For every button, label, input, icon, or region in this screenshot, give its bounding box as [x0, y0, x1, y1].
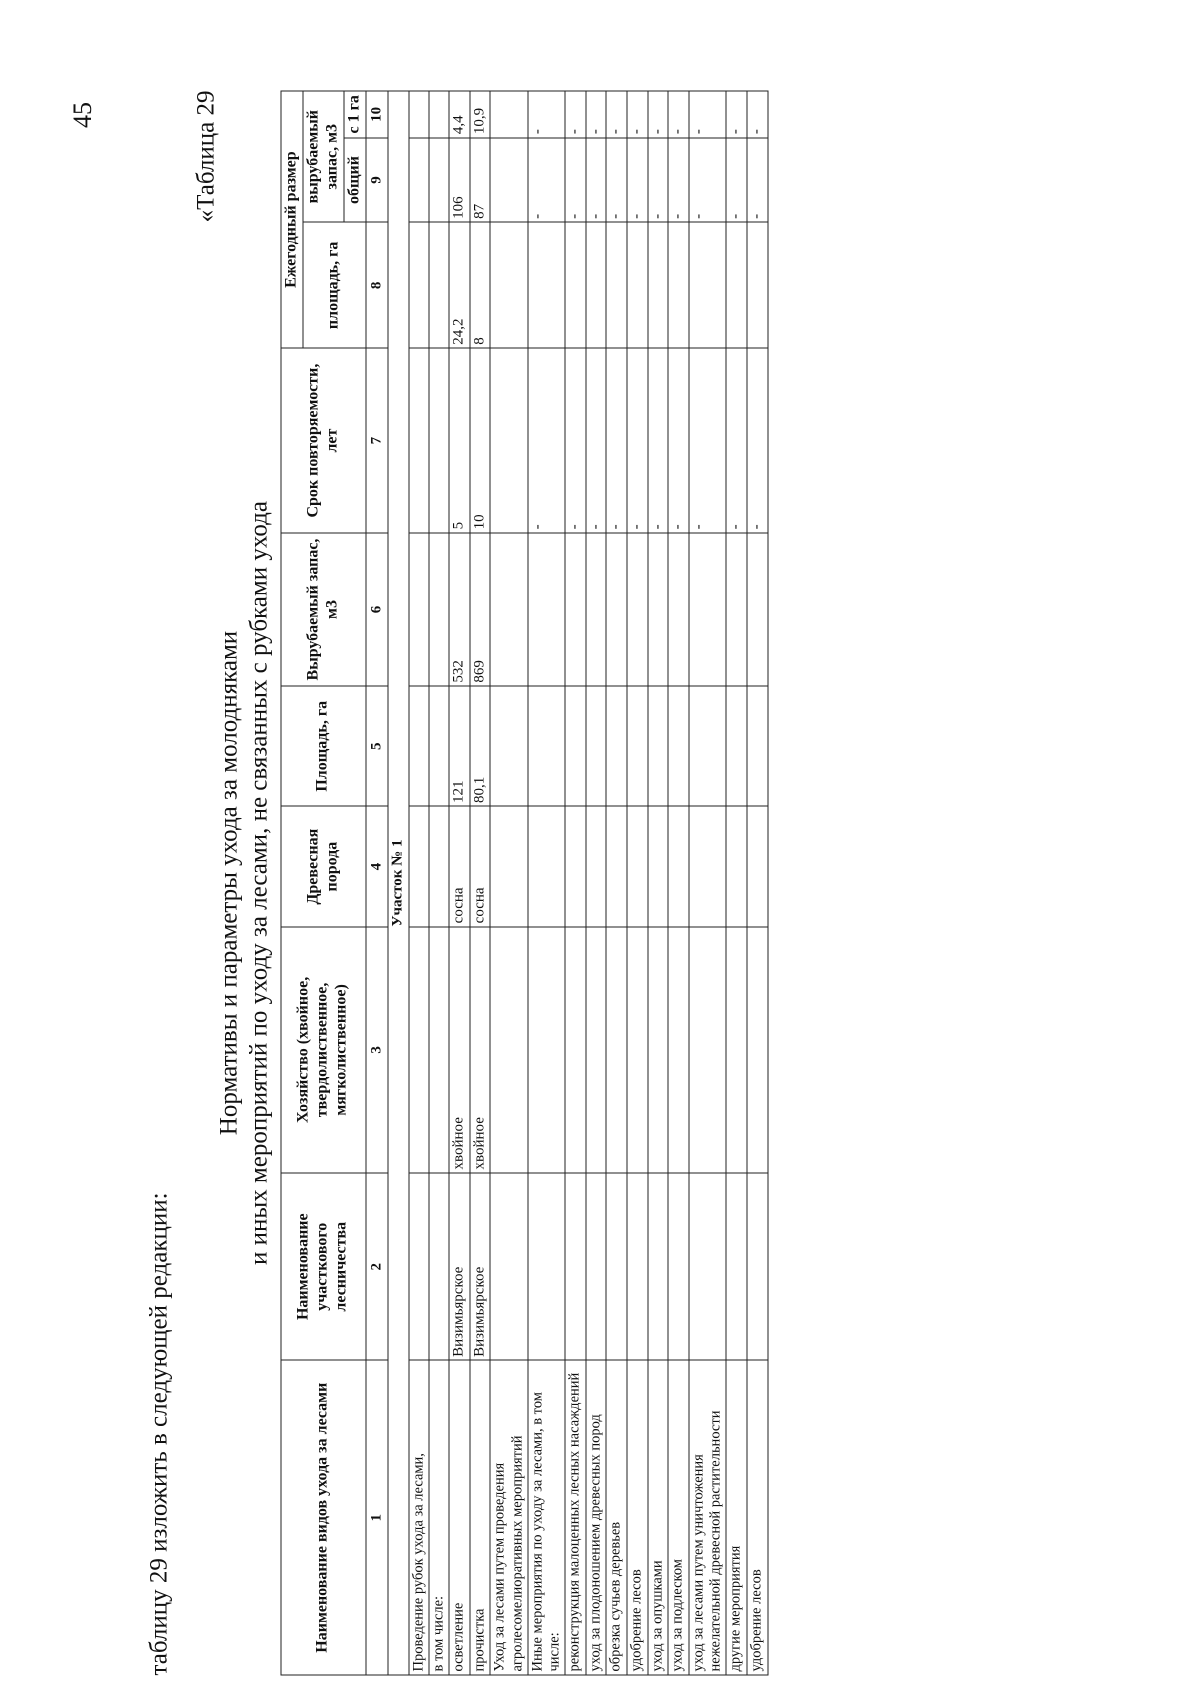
table-cell [647, 222, 668, 348]
table-cell [490, 137, 527, 222]
table-row [585, 91, 606, 1675]
table-cell [408, 91, 428, 138]
table-cell [689, 532, 726, 685]
table-cell [564, 686, 585, 806]
col-number: 6 [365, 532, 388, 685]
table-cell: - [689, 348, 726, 533]
table-row [626, 91, 647, 1675]
intro-text: таблицу 29 изложить в следующей редакции: [145, 1191, 172, 1675]
table-cell [428, 348, 448, 533]
table-cell [726, 532, 747, 685]
table-cell [668, 222, 689, 348]
table-row [490, 91, 527, 1675]
header-total: общий [343, 137, 365, 222]
table-cell [626, 1173, 647, 1360]
table-cell [726, 222, 747, 348]
table-cell: - [527, 137, 564, 222]
table-row [689, 91, 726, 1675]
table-cell [585, 222, 606, 348]
table-cell [689, 686, 726, 806]
table-cell: - [606, 348, 627, 533]
table-cell: - [689, 91, 726, 138]
table-cell [626, 806, 647, 926]
table-cell: - [746, 348, 767, 533]
table-cell: 5 [449, 348, 470, 533]
table-cell [746, 1173, 767, 1360]
table-cell: сосна [449, 806, 470, 926]
col-number: 5 [365, 686, 388, 806]
table-cell: - [564, 91, 585, 138]
table-cell: - [726, 137, 747, 222]
table-cell: - [746, 137, 767, 222]
table-cell: - [647, 348, 668, 533]
table-cell [527, 222, 564, 348]
table-cell: 869 [469, 532, 490, 685]
table-cell [689, 926, 726, 1172]
col-number: 2 [365, 1173, 388, 1360]
table-cell: - [647, 137, 668, 222]
header-per-ha: с 1 га [343, 91, 365, 138]
col-number: 4 [365, 806, 388, 926]
table-cell: 4,4 [449, 91, 470, 138]
care-type-cell: в том числе: [428, 1360, 448, 1675]
table-cell [626, 686, 647, 806]
care-type-cell: другие мероприятия [726, 1360, 747, 1675]
table-cell [626, 926, 647, 1172]
table-cell [606, 926, 627, 1172]
table-cell [606, 1173, 627, 1360]
care-type-cell: прочистка [469, 1360, 490, 1675]
table-cell [689, 1173, 726, 1360]
table-cell: - [668, 137, 689, 222]
table-row [746, 91, 767, 1675]
table-row [564, 91, 585, 1675]
table-row [647, 91, 668, 1675]
header-col1: Наименование видов ухода за лесами [281, 1360, 366, 1675]
table-cell: - [527, 348, 564, 533]
page-number: 45 [68, 102, 97, 128]
table-cell: Визимьярское [469, 1173, 490, 1360]
table-cell [689, 222, 726, 348]
table-cell [428, 1173, 448, 1360]
table-cell [490, 91, 527, 138]
header-col7: Срок повторяемости, лет [281, 348, 366, 533]
table-cell [647, 926, 668, 1172]
table-cell: 24,2 [449, 222, 470, 348]
header-volume: вырубаемый запас, м3 [302, 91, 343, 222]
table-cell [408, 806, 428, 926]
table-cell: - [626, 91, 647, 138]
table-row [527, 91, 564, 1675]
table-cell [668, 532, 689, 685]
table-cell [668, 686, 689, 806]
table-cell [606, 222, 627, 348]
table-row [668, 91, 689, 1675]
table-row [449, 91, 470, 1675]
table-cell [408, 926, 428, 1172]
table-cell: - [606, 137, 627, 222]
table-cell [527, 686, 564, 806]
table-cell [564, 926, 585, 1172]
table-cell [428, 686, 448, 806]
table-cell [668, 926, 689, 1172]
table-cell [564, 1173, 585, 1360]
rotated-page-content [145, 90, 1120, 1675]
table-cell [428, 532, 448, 685]
table-cell: - [668, 91, 689, 138]
table-cell: - [726, 348, 747, 533]
table-cell [746, 532, 767, 685]
table-cell [585, 806, 606, 926]
table-cell [746, 806, 767, 926]
table-cell [726, 686, 747, 806]
table-cell [606, 686, 627, 806]
table-cell [647, 1173, 668, 1360]
header-row-1 [281, 91, 303, 1675]
care-type-cell: Уход за лесами путем проведения агролесомелиоративных мероприятий [490, 1360, 527, 1675]
table-cell: 106 [449, 137, 470, 222]
table-cell [564, 222, 585, 348]
col-number: 3 [365, 926, 388, 1172]
table-cell: 8 [469, 222, 490, 348]
table-cell [408, 532, 428, 685]
table-cell: - [689, 137, 726, 222]
table-cell [746, 926, 767, 1172]
care-type-cell: реконструкция малоценных лесных насаждений [564, 1360, 585, 1675]
table-cell [490, 806, 527, 926]
table-cell [490, 1173, 527, 1360]
table-cell [564, 806, 585, 926]
table-cell: - [746, 91, 767, 138]
table-cell [626, 222, 647, 348]
col-number: 10 [365, 91, 388, 138]
table-cell [408, 348, 428, 533]
col-number: 7 [365, 348, 388, 533]
table-cell [527, 926, 564, 1172]
table-cell: - [606, 91, 627, 138]
table-cell [490, 348, 527, 533]
table-cell: 87 [469, 137, 490, 222]
care-type-cell: Проведение рубок ухода за лесами, [408, 1360, 428, 1675]
table-cell [726, 926, 747, 1172]
table-cell: 532 [449, 532, 470, 685]
header-col5: Площадь, га [281, 686, 366, 806]
table-cell [726, 806, 747, 926]
care-type-cell: уход за плодоношением древесных пород [585, 1360, 606, 1675]
care-type-cell: Иные мероприятия по уходу за лесами, в том числе: [527, 1360, 564, 1675]
care-type-cell: осветление [449, 1360, 470, 1675]
table-cell [668, 806, 689, 926]
table-cell: - [626, 348, 647, 533]
table-cell: 10 [469, 348, 490, 533]
table-cell [408, 1173, 428, 1360]
table-cell: Визимьярское [449, 1173, 470, 1360]
table-row [428, 91, 448, 1675]
table-cell [726, 1173, 747, 1360]
table-cell [585, 686, 606, 806]
table-row [469, 91, 490, 1675]
table-cell [564, 532, 585, 685]
table-cell: хвойное [469, 926, 490, 1172]
table-cell [490, 222, 527, 348]
table-cell [428, 806, 448, 926]
table-cell: хвойное [449, 926, 470, 1172]
table-cell [606, 532, 627, 685]
table-cell [746, 222, 767, 348]
column-number-row [365, 91, 388, 1675]
table-title-line2: и иных мероприятий по уходу за лесами, не связанных с рубками ухода [245, 500, 272, 1265]
table-cell [428, 222, 448, 348]
table-cell [490, 926, 527, 1172]
header-col6: Вырубаемый запас, м3 [281, 532, 366, 685]
section-row [388, 91, 409, 1675]
header-col3: Хозяйство (хвойное, твердолиственное, мягколиственное) [281, 926, 366, 1172]
care-type-cell: уход за опушками [647, 1360, 668, 1675]
table-cell [527, 532, 564, 685]
table-cell: - [626, 137, 647, 222]
care-type-cell: удобрение лесов [626, 1360, 647, 1675]
table-cell: 121 [449, 686, 470, 806]
table-cell [647, 806, 668, 926]
table-cell [647, 686, 668, 806]
table-row [408, 91, 428, 1675]
header-col2: Наименование участкового лесничества [281, 1173, 366, 1360]
table-cell [428, 926, 448, 1172]
table-cell: - [585, 137, 606, 222]
table-cell [527, 806, 564, 926]
table-cell [585, 532, 606, 685]
table-cell: - [527, 91, 564, 138]
table-cell: - [564, 348, 585, 533]
table-cell [527, 1173, 564, 1360]
table-cell [606, 806, 627, 926]
table-cell [428, 137, 448, 222]
table-cell [746, 686, 767, 806]
table-row [726, 91, 747, 1675]
table-cell: 80,1 [469, 686, 490, 806]
section-label: Участок № 1 [388, 91, 409, 1675]
table-cell: - [647, 91, 668, 138]
header-col4: Древесная порода [281, 806, 366, 926]
table-cell [626, 532, 647, 685]
care-type-cell: удобрение лесов [746, 1360, 767, 1675]
care-type-cell: уход за лесами путем уничтожения нежелательной древесной растительности [689, 1360, 726, 1675]
table-cell [585, 1173, 606, 1360]
table-caption: «Таблица 29 [192, 90, 219, 222]
header-area: площадь, га [302, 222, 365, 348]
table-cell [408, 137, 428, 222]
care-type-cell: уход за подлеском [668, 1360, 689, 1675]
table-cell [647, 532, 668, 685]
table-cell [668, 1173, 689, 1360]
table-cell [408, 222, 428, 348]
table-cell: - [585, 91, 606, 138]
table-cell [428, 91, 448, 138]
table-cell: - [585, 348, 606, 533]
table-cell [490, 532, 527, 685]
forest-care-table [280, 90, 768, 1675]
header-annual: Ежегодный размер [281, 91, 303, 348]
table-cell: - [564, 137, 585, 222]
table-cell: сосна [469, 806, 490, 926]
table-cell [689, 806, 726, 926]
table-cell: 10,9 [469, 91, 490, 138]
care-type-cell: обрезка сучьев деревьев [606, 1360, 627, 1675]
table-cell [408, 686, 428, 806]
table-cell [585, 926, 606, 1172]
table-cell: - [726, 91, 747, 138]
col-number: 8 [365, 222, 388, 348]
table-cell: - [668, 348, 689, 533]
col-number: 9 [365, 137, 388, 222]
table-row [606, 91, 627, 1675]
col-number: 1 [365, 1360, 388, 1675]
table-cell [490, 686, 527, 806]
table-title-line1: Нормативы и параметры ухода за молодняками [215, 630, 242, 1135]
